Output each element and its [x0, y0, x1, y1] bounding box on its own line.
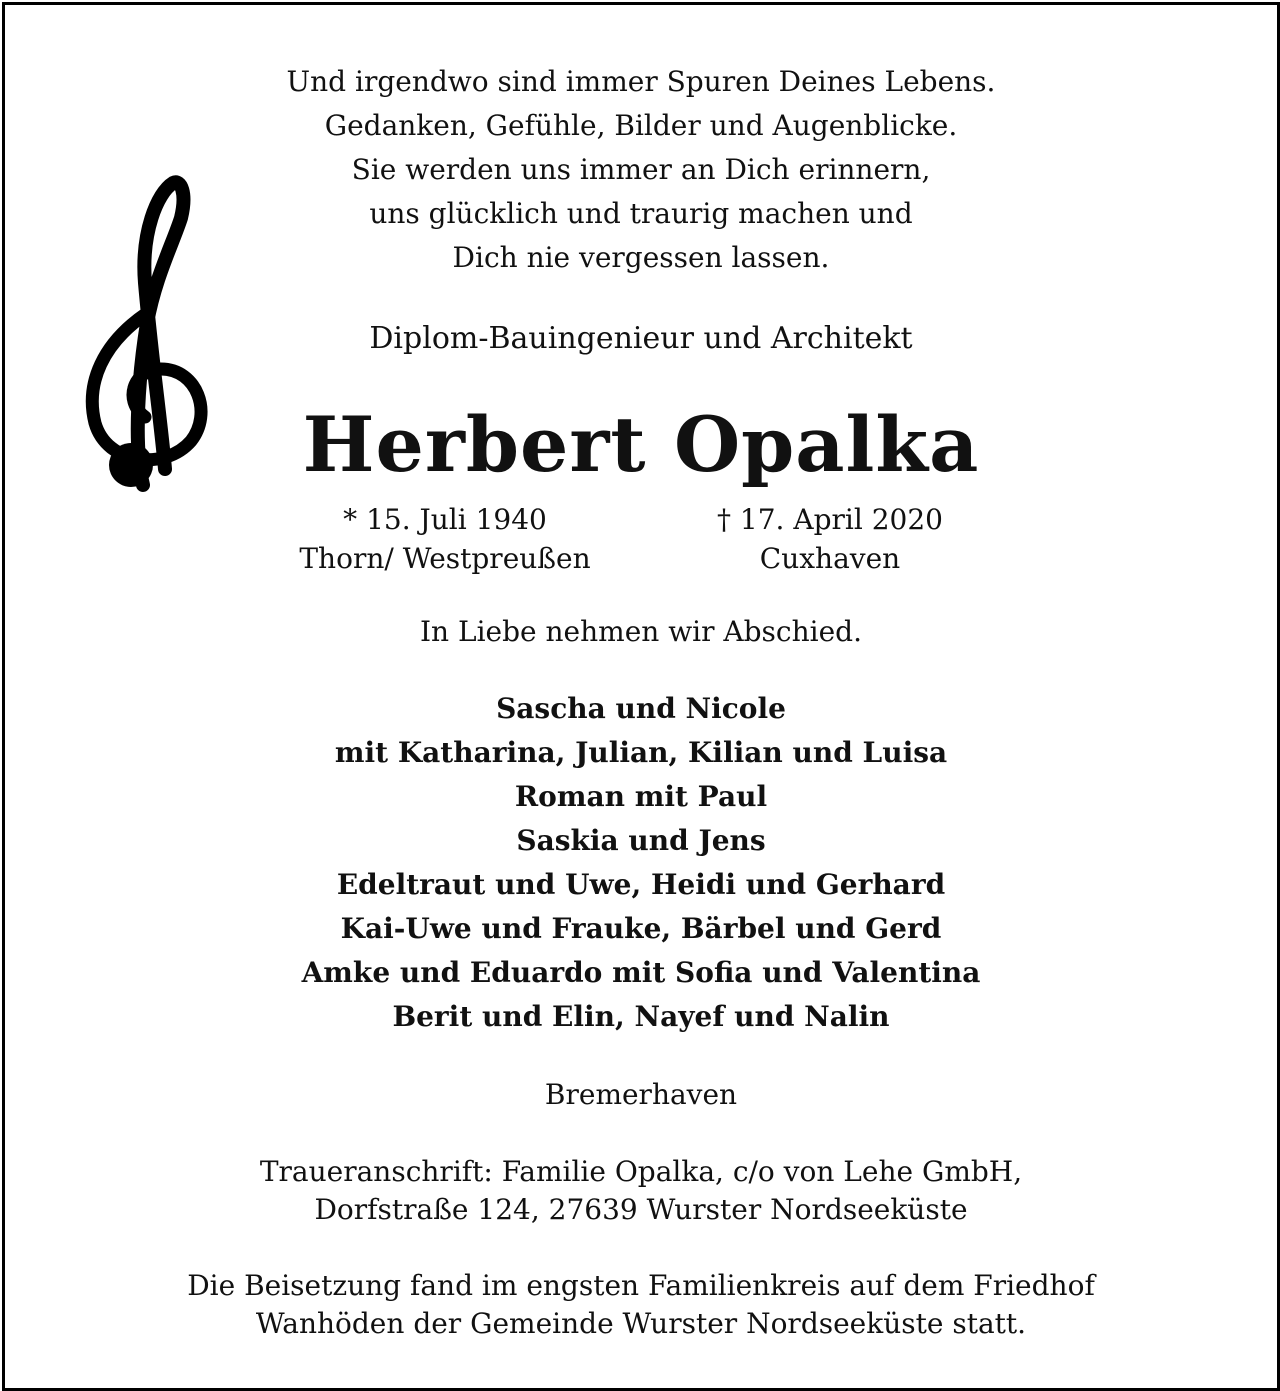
- poem-line-3: Sie werden uns immer an Dich erinnern,: [351, 153, 931, 186]
- mourner-line-4: Saskia und Jens: [516, 824, 766, 857]
- mourner-line-7: Amke und Eduardo mit Sofia und Valentina: [301, 956, 981, 989]
- death-place: Cuxhaven: [759, 542, 901, 575]
- obituary-frame: [2, 2, 1280, 1391]
- address-line-1: Traueranschrift: Familie Opalka, c/o von Lehe GmbH,: [259, 1155, 1023, 1188]
- mourner-line-3: Roman mit Paul: [514, 780, 768, 813]
- burial-line-1: Die Beisetzung fand im engsten Familienkreis auf dem Friedhof: [187, 1269, 1095, 1302]
- mourner-line-1: Sascha und Nicole: [496, 692, 786, 725]
- mourner-line-2: mit Katharina, Julian, Kilian und Luisa: [334, 736, 948, 769]
- mourner-line-8: Berit und Elin, Nayef und Nalin: [392, 1000, 890, 1033]
- death-date: † 17. April 2020: [717, 503, 943, 536]
- poem-line-1: Und irgendwo sind immer Spuren Deines Lebens.: [286, 65, 996, 98]
- birth-info: [235, 500, 655, 578]
- birth-place: Thorn/ Westpreußen: [299, 542, 591, 575]
- death-info: [620, 500, 1040, 578]
- profession-title: Diplom-Bauingenieur und Architekt: [369, 321, 913, 356]
- deceased-name: Herbert Opalka: [302, 400, 980, 489]
- mourner-line-6: Kai-Uwe und Frauke, Bärbel und Gerd: [340, 912, 942, 945]
- birth-date: * 15. Juli 1940: [343, 503, 547, 536]
- poem-line-2: Gedanken, Gefühle, Bilder und Augenblicke.: [324, 109, 958, 142]
- poem-line-5: Dich nie vergessen lassen.: [452, 241, 830, 274]
- poem-line-4: uns glücklich und traurig machen und: [369, 197, 913, 230]
- farewell-text: In Liebe nehmen wir Abschied.: [420, 615, 862, 648]
- address-line-2: Dorfstraße 124, 27639 Wurster Nordseeküste: [314, 1193, 968, 1226]
- mourner-line-5: Edeltraut und Uwe, Heidi und Gerhard: [336, 868, 946, 901]
- city-text: Bremerhaven: [544, 1078, 738, 1111]
- burial-line-2: Wanhöden der Gemeinde Wurster Nordseeküste statt.: [255, 1307, 1027, 1340]
